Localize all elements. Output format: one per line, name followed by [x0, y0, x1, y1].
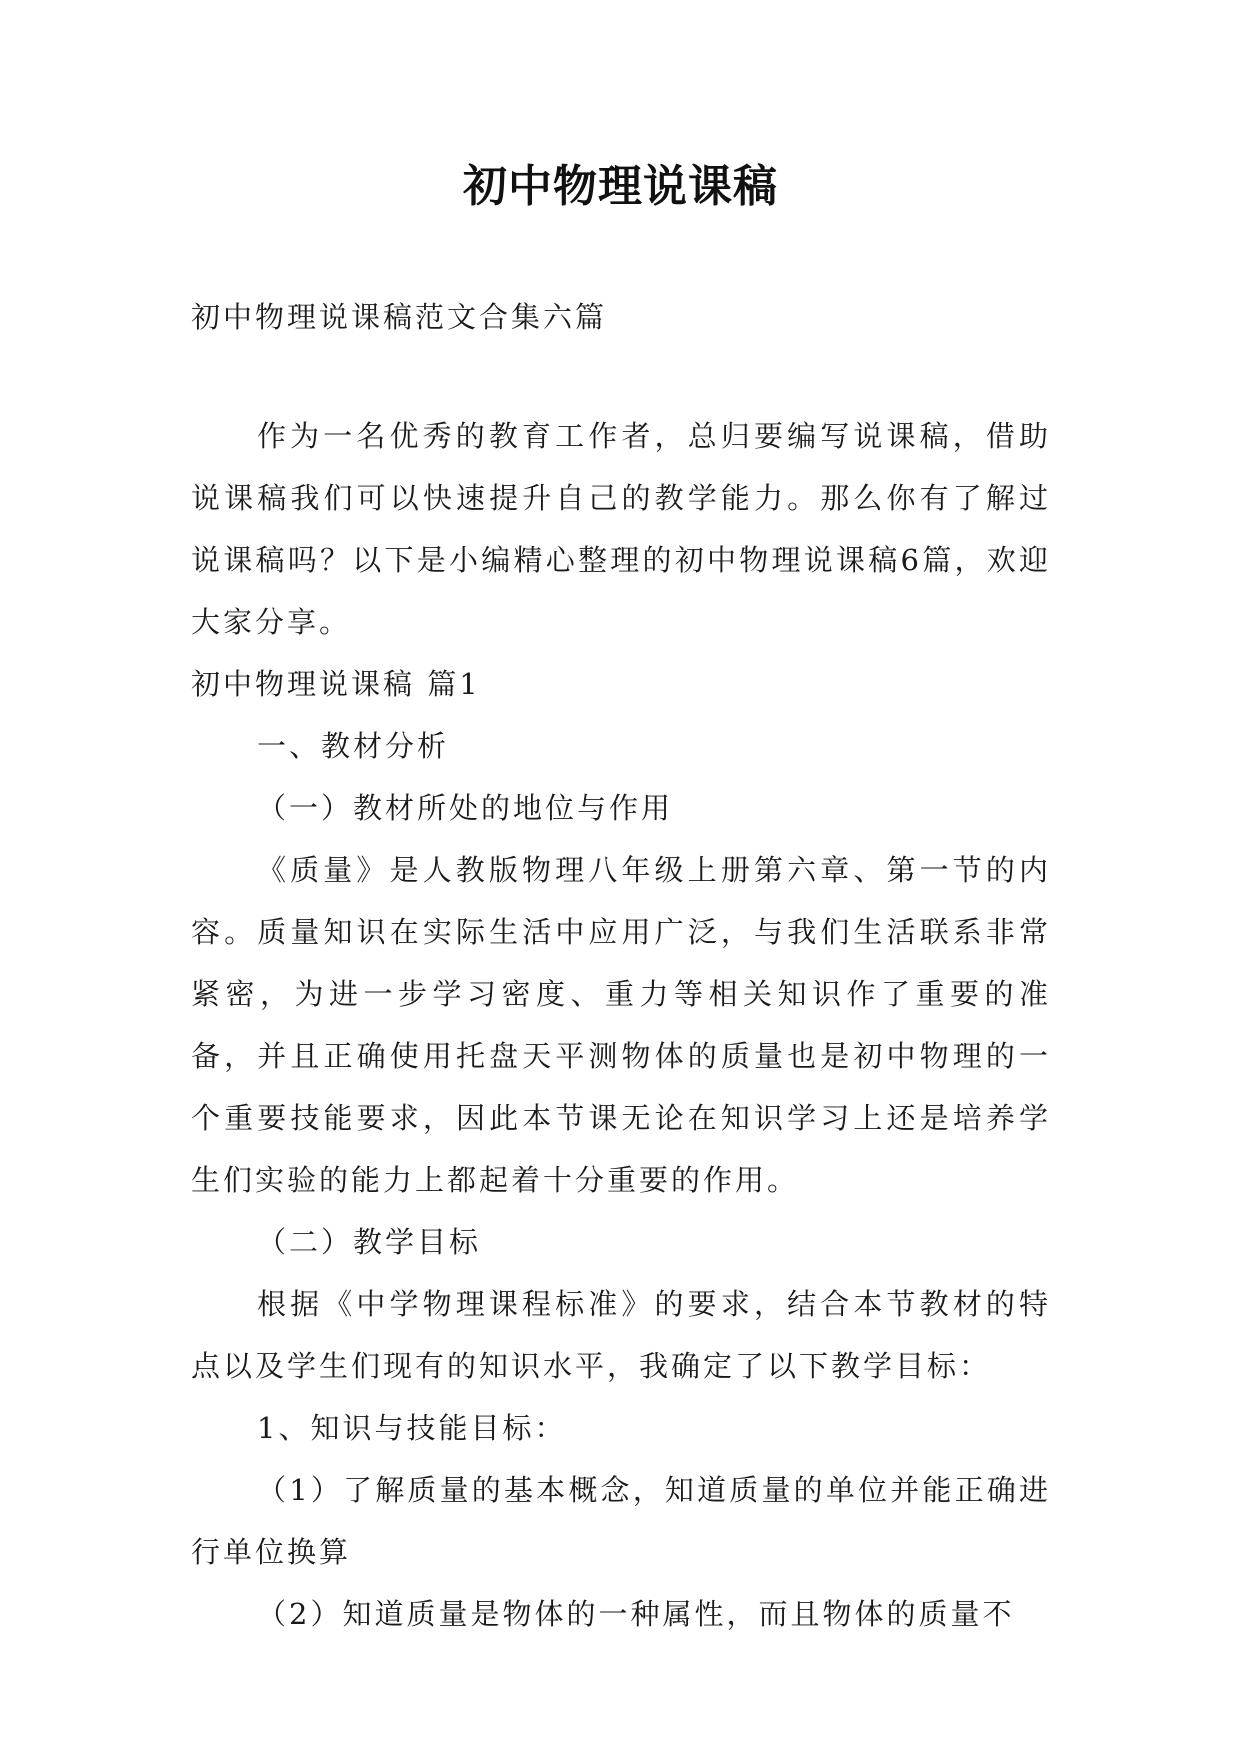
- heading-textbook-analysis: 一、教材分析: [257, 729, 450, 763]
- section-heading-article-1: 初中物理说课稿 篇1: [191, 667, 481, 701]
- page-title: 初中物理说课稿: [463, 161, 778, 212]
- document-body: [191, 405, 1051, 1645]
- paragraph-mass-content: 《质量》是人教版物理八年级上册第六章、第一节的内容。质量知识在实际生活中应用广泛，与我们生活联系非常紧密，为进一步学习密度、重力等相关知识作了重要的准备，并且正确使用托盘天平测物体的质量也是初中物理的一个重要技能要求，因此本节课无论在知识学习上还是培养学生们实验的能力上都起着十分重要的作用。: [191, 853, 1051, 1197]
- list-item-goal-1: （1）了解质量的基本概念，知道质量的单位并能正确进行单位换算: [191, 1473, 1051, 1569]
- paragraph-goals-basis: 根据《中学物理课程标准》的要求，结合本节教材的特点以及学生们现有的知识水平，我确定了以下教学目标：: [191, 1287, 1051, 1383]
- heading-knowledge-skills: 1、知识与技能目标：: [257, 1411, 567, 1445]
- heading-position-and-role: （一）教材所处的地位与作用: [257, 791, 674, 825]
- list-item-goal-2: （2）知道质量是物体的一种属性，而且物体的质量不: [257, 1597, 1015, 1631]
- document-subtitle: 初中物理说课稿范文合集六篇: [191, 300, 608, 334]
- heading-teaching-goals: （二）教学目标: [257, 1225, 482, 1259]
- intro-paragraph: 作为一名优秀的教育工作者，总归要编写说课稿，借助说课稿我们可以快速提升自己的教学能力。那么你有了解过说课稿吗？以下是小编精心整理的初中物理说课稿6篇，欢迎大家分享。: [191, 419, 1051, 639]
